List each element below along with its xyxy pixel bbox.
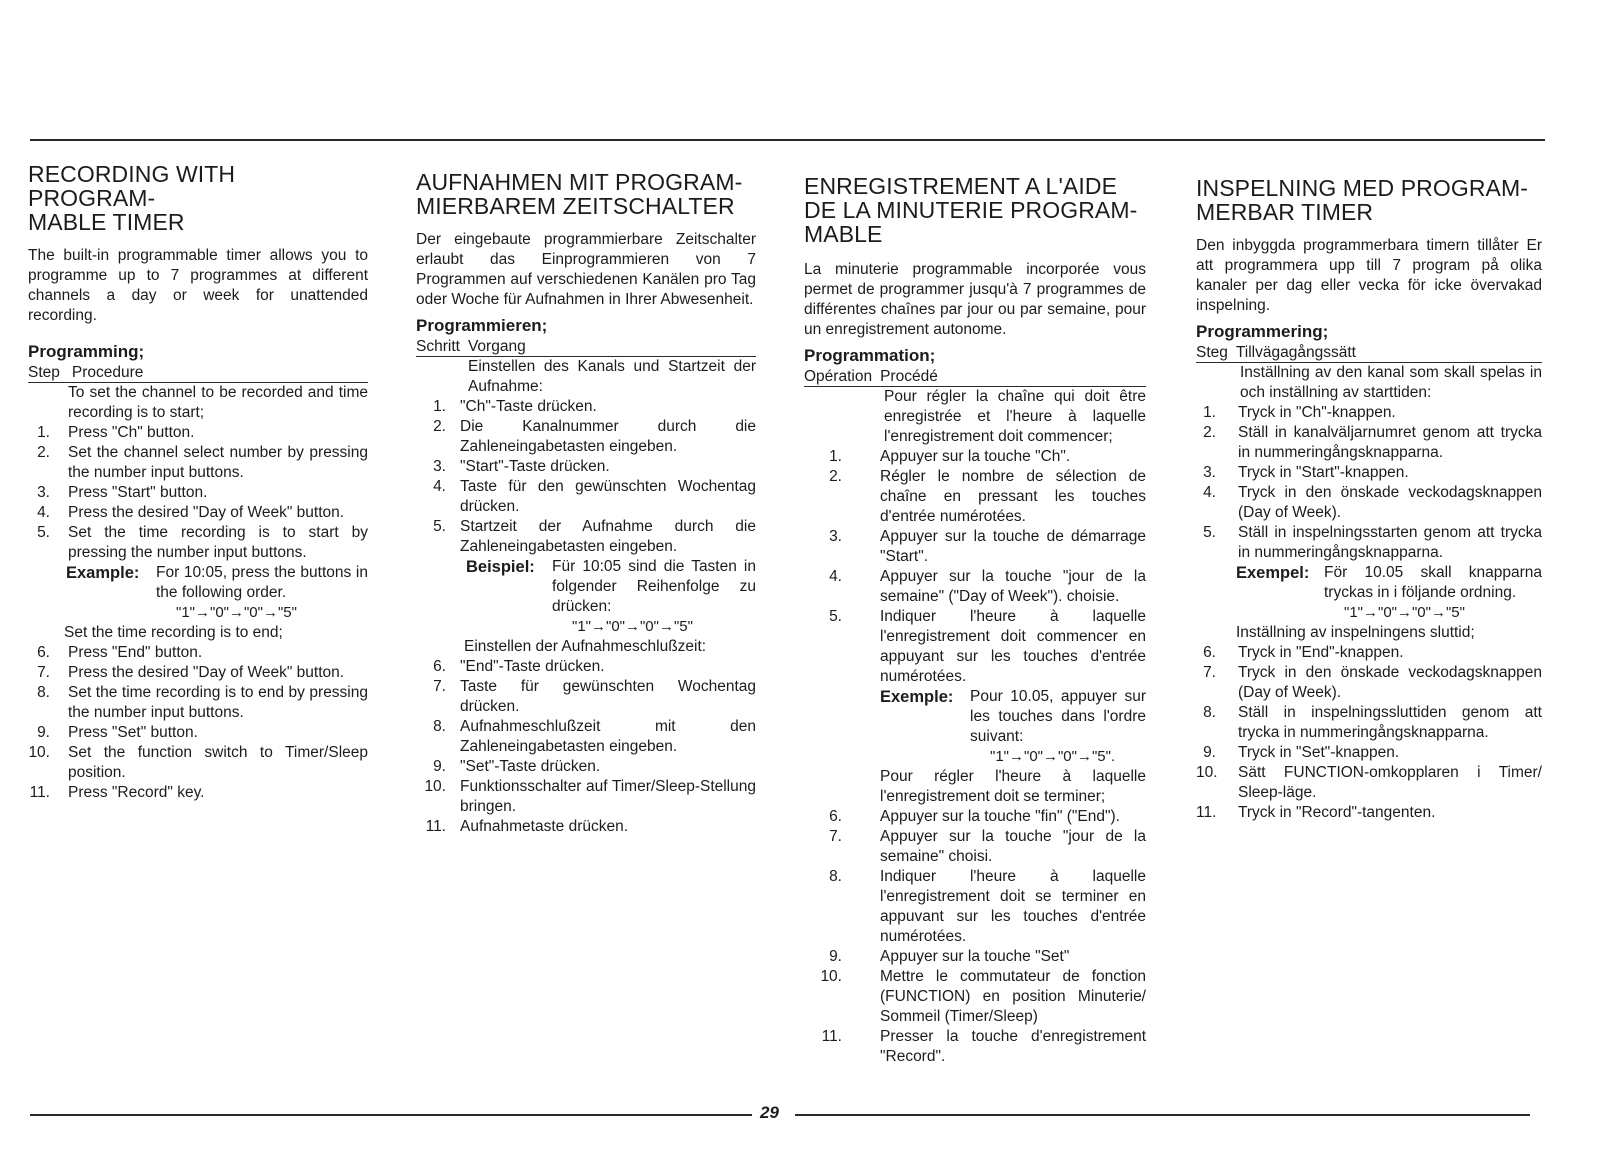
step-number: 7. <box>37 664 50 681</box>
step-number: 8. <box>37 684 50 701</box>
step-number: 9. <box>829 948 842 965</box>
step-text: "Start"-Taste drücken. <box>460 458 610 475</box>
step-text: Appuyer sur la touche "Set" <box>880 948 1070 965</box>
step-text: Press "Set" button. <box>68 724 198 741</box>
step-number: 2. <box>37 444 50 461</box>
step-text: Tryck in "Set"-knappen. <box>1238 744 1400 761</box>
lead-instruction-end: Set the time recording is to end; <box>64 624 283 641</box>
step-text: Press "Record" key. <box>68 784 205 801</box>
step-text: Tryck in "End"-knappen. <box>1238 644 1404 661</box>
step-row <box>1196 803 1542 823</box>
lead-instruction-end: Pour régler l'heure à laquelle l'enregistrement doit se terminer; <box>880 768 1146 805</box>
step-row <box>804 1027 1146 1067</box>
intro-paragraph: La minuterie programmable incorporée vous permet de programmer jusqu'à 7 programmes de différentes chaînes par jour ou par semaine, pour un enregistrement autonome. <box>804 261 1146 338</box>
intro-paragraph: Den inbyggda programmerbara timern tillåter Er att programmera upp till 7 program på olika kanaler per dag eller vecka för icke övervakad inspelning. <box>1196 237 1542 314</box>
step-text: Tryck in "Record"-tangenten. <box>1238 804 1436 821</box>
subheading: Programmieren; <box>416 316 548 335</box>
example-block <box>1236 563 1542 603</box>
step-row <box>1196 663 1542 703</box>
step-number: 10. <box>28 744 50 761</box>
step-number: 9. <box>37 724 50 741</box>
step-number: 4. <box>1203 484 1216 501</box>
step-procedure-header <box>1196 343 1542 363</box>
step-row <box>804 447 1146 467</box>
step-number: 5. <box>829 608 842 625</box>
step-text: Tryck in den önskade veckodagsknappen (Day of Week). <box>1238 484 1542 521</box>
step-row <box>416 677 756 717</box>
step-procedure-header <box>416 337 756 357</box>
lead-instruction-end: Einstellen der Aufnahmeschlußzeit: <box>464 638 707 655</box>
step-number: 11. <box>821 1028 842 1045</box>
step-number: 4. <box>433 478 446 495</box>
example-text: Pour 10.05, appuyer sur les touches dans l'ordre suivant: <box>970 688 1146 745</box>
step-text: Press "Ch" button. <box>68 424 195 441</box>
step-row <box>804 607 1146 687</box>
step-number: 1. <box>829 448 842 465</box>
step-row <box>804 947 1146 967</box>
subheading: Programmering; <box>1196 322 1329 341</box>
step-text: Ställ in inspelningssluttiden genom att trycka in nummeringångsknapparna. <box>1238 704 1542 741</box>
example-label: Beispiel: <box>466 558 535 576</box>
step-row <box>416 457 756 477</box>
lead-instruction-end: Inställning av inspelningens sluttid; <box>1236 624 1475 641</box>
step-procedure-header <box>28 363 368 383</box>
key-sequence: "1"→"0"→"0"→"5". <box>990 748 1116 765</box>
step-text: Appuyer sur la touche "Ch". <box>880 448 1071 465</box>
step-row <box>28 483 368 503</box>
step-row <box>416 717 756 757</box>
step-row <box>28 443 368 483</box>
step-text: Presser la touche d'enregistrement "Record". <box>880 1028 1146 1065</box>
step-row <box>804 967 1146 1027</box>
step-row <box>416 817 756 837</box>
step-text: Mettre le commutateur de fonction (FUNCTION) en position Minuterie/ Sommeil (Timer/Sleep) <box>880 968 1146 1025</box>
step-number: 10. <box>424 778 446 795</box>
step-text: Taste für gewünschten Wochentag drücken. <box>460 678 756 715</box>
step-text: Tryck in "Start"-knappen. <box>1238 464 1409 481</box>
step-number: 3. <box>829 528 842 545</box>
step-row <box>804 527 1146 567</box>
step-text: Appuyer sur la touche de démarrage "Start". <box>880 528 1146 565</box>
section-title: INSPELNING MED PROGRAM- MERBAR TIMER <box>1196 175 1529 225</box>
step-text: Press the desired "Day of Week" button. <box>68 664 345 681</box>
step-text: Startzeit der Aufnahme durch die Zahleneingabetasten eingeben. <box>460 518 756 555</box>
example-block <box>880 687 1146 747</box>
step-column-label: Opération <box>804 368 873 385</box>
key-sequence: "1"→"0"→"0"→"5" <box>176 604 297 621</box>
step-row <box>804 467 1146 527</box>
step-column-label: Schritt <box>416 338 460 355</box>
bottom-rule-left <box>30 1114 752 1116</box>
lead-instruction-start: Inställning av den kanal som skall spelas in och inställning av starttiden: <box>1240 364 1542 401</box>
step-number: 11. <box>1196 804 1217 821</box>
step-row <box>804 827 1146 867</box>
step-text: Press "Start" button. <box>68 484 208 501</box>
step-row <box>1196 483 1542 523</box>
step-number: 8. <box>829 868 842 885</box>
step-text: Press the desired "Day of Week" button. <box>68 504 345 521</box>
step-text: "Set"-Taste drücken. <box>460 758 601 775</box>
subheading: Programmation; <box>804 346 936 365</box>
step-text: Set the time recording is to start by pressing the number input buttons. <box>68 524 368 561</box>
step-row <box>28 523 368 563</box>
step-row <box>416 777 756 817</box>
bottom-rule-right <box>795 1114 1530 1116</box>
step-number: 7. <box>1203 664 1216 681</box>
lead-instruction-start: Pour régler la chaîne qui doit être enregistrée et l'heure à laquelle l'enregistrement doit commencer; <box>884 388 1146 445</box>
lead-instruction-start: Einstellen des Kanals und Startzeit der Aufnahme: <box>468 358 756 395</box>
step-text: "Ch"-Taste drücken. <box>460 398 597 415</box>
step-number: 4. <box>829 568 842 585</box>
step-row <box>416 477 756 517</box>
step-number: 8. <box>433 718 446 735</box>
step-text: Indiquer l'heure à laquelle l'enregistrement doit commencer en appuyant sur les touches d'entrée numérotées. <box>880 608 1146 685</box>
step-number: 11. <box>29 784 50 801</box>
step-text: Funktionsschalter auf Timer/Sleep-Stellung bringen. <box>460 778 756 815</box>
step-row <box>28 783 368 803</box>
step-number: 9. <box>433 758 446 775</box>
step-number: 5. <box>37 524 50 541</box>
column-french <box>804 174 1146 1067</box>
step-number: 7. <box>433 678 446 695</box>
step-number: 3. <box>1203 464 1216 481</box>
step-row <box>28 723 368 743</box>
step-text: Régler le nombre de sélection de chaîne en pressant les touches d'entrée numérotées. <box>880 468 1146 525</box>
step-text: Set the channel select number by pressing the number input buttons. <box>68 444 368 481</box>
step-number: 2. <box>829 468 842 485</box>
example-label: Exempel: <box>1236 564 1310 582</box>
column-swedish <box>1196 176 1542 823</box>
step-row <box>28 643 368 663</box>
step-number: 10. <box>820 968 842 985</box>
step-number: 3. <box>433 458 446 475</box>
step-text: Aufnahmetaste drücken. <box>460 818 629 835</box>
column-english <box>28 162 368 803</box>
step-row <box>1196 463 1542 483</box>
step-number: 3. <box>37 484 50 501</box>
step-number: 5. <box>433 518 446 535</box>
step-row <box>416 517 756 557</box>
page-number: 29 <box>760 1103 779 1122</box>
step-row <box>416 417 756 457</box>
example-text: För 10.05 skall knapparna tryckas in i följande ordning. <box>1324 564 1542 601</box>
step-text: Ställ in inspelningsstarten genom att trycka in nummeringångsknapparna. <box>1238 524 1542 561</box>
step-text: Ställ in kanalväljarnumret genom att trycka in nummeringångsknapparna. <box>1238 424 1542 461</box>
step-row <box>1196 643 1542 663</box>
step-number: 9. <box>1203 744 1216 761</box>
key-sequence: "1"→"0"→"0"→"5" <box>1344 604 1465 621</box>
step-row <box>28 743 368 783</box>
step-text: Sätt FUNCTION-omkopplaren i Timer/ Sleep-läge. <box>1238 764 1542 801</box>
intro-paragraph: Der eingebaute programmierbare Zeitschalter erlaubt das Einprogrammieren von 7 Programmen auf verschiedenen Kanälen pro Tag oder Woche für Aufnahmen in Ihrer Abwesenheit. <box>416 231 756 308</box>
step-text: Appuyer sur la touche "jour de la semaine" ("Day of Week"). choisie. <box>880 568 1146 605</box>
step-row <box>416 657 756 677</box>
example-label: Example: <box>66 564 140 582</box>
step-row <box>1196 523 1542 563</box>
section-title: AUFNAHMEN MIT PROGRAM- MIERBAREM ZEITSCHALTER <box>416 169 743 219</box>
step-text: Appuyer sur la touche "jour de la semaine" choisi. <box>880 828 1146 865</box>
step-number: 11. <box>425 818 446 835</box>
step-column-label: Steg <box>1196 344 1228 361</box>
step-text: Press "End" button. <box>68 644 203 661</box>
step-row <box>804 567 1146 607</box>
procedure-column-label: Vorgang <box>467 338 526 355</box>
step-number: 7. <box>829 828 842 845</box>
step-row <box>28 503 368 523</box>
step-text: Set the time recording is to end by pressing the number input buttons. <box>68 684 368 721</box>
step-number: 5. <box>1203 524 1216 541</box>
example-label: Exemple: <box>880 688 954 706</box>
step-text: Taste für den gewünschten Wochentag drücken. <box>460 478 756 515</box>
step-text: Aufnahmeschlußzeit mit den Zahleneingabetasten eingeben. <box>460 718 756 755</box>
step-row <box>1196 763 1542 803</box>
example-block <box>466 557 756 617</box>
step-number: 1. <box>433 398 446 415</box>
step-row <box>1196 423 1542 463</box>
column-german <box>416 170 756 837</box>
example-text: Für 10:05 sind die Tasten in folgender Reihenfolge zu drücken: <box>552 558 756 615</box>
step-row <box>28 423 368 443</box>
procedure-column-label: Procédé <box>880 368 938 385</box>
step-number: 4. <box>37 504 50 521</box>
procedure-column-label: Procedure <box>71 364 144 381</box>
step-text: Tryck in den önskade veckodagsknappen (Day of Week). <box>1238 664 1542 701</box>
step-number: 6. <box>37 644 50 661</box>
step-number: 10. <box>1196 764 1218 781</box>
step-row <box>1196 403 1542 423</box>
step-number: 6. <box>829 808 842 825</box>
step-number: 6. <box>1203 644 1216 661</box>
step-number: 1. <box>37 424 50 441</box>
step-text: "End"-Taste drücken. <box>460 658 605 675</box>
step-number: 2. <box>1203 424 1216 441</box>
step-number: 8. <box>1203 704 1216 721</box>
section-title: ENREGISTREMENT A L'AIDE DE LA MINUTERIE PROGRAM- MABLE <box>804 173 1138 247</box>
step-number: 1. <box>1203 404 1216 421</box>
subheading: Programming; <box>28 342 145 361</box>
example-text: For 10:05, press the buttons in the following order. <box>156 564 368 601</box>
section-title: RECORDING WITH PROGRAM- MABLE TIMER <box>28 161 236 235</box>
step-text: Set the function switch to Timer/Sleep position. <box>68 744 368 781</box>
lead-instruction-start: To set the channel to be recorded and time recording is to start; <box>68 384 368 421</box>
step-number: 2. <box>433 418 446 435</box>
step-text: Appuyer sur la touche "fin" ("End"). <box>880 808 1120 825</box>
step-row <box>416 397 756 417</box>
step-row <box>28 683 368 723</box>
key-sequence: "1"→"0"→"0"→"5" <box>572 618 693 635</box>
step-column-label: Step <box>28 364 60 381</box>
step-row <box>416 757 756 777</box>
step-row <box>1196 743 1542 763</box>
step-number: 6. <box>433 658 446 675</box>
step-procedure-header <box>804 367 1146 387</box>
procedure-column-label: Tillvägagångssätt <box>1235 344 1356 361</box>
example-block <box>66 563 368 603</box>
step-text: Tryck in "Ch"-knappen. <box>1238 404 1396 421</box>
step-row <box>1196 703 1542 743</box>
step-row <box>28 663 368 683</box>
step-text: Die Kanalnummer durch die Zahleneingabetasten eingeben. <box>460 418 756 455</box>
intro-paragraph: The built-in programmable timer allows you to programme up to 7 programmes at different channels a day or week for unattended recording. <box>28 247 368 324</box>
top-rule <box>30 139 1545 141</box>
step-row <box>804 867 1146 947</box>
step-row <box>804 807 1146 827</box>
step-text: Indiquer l'heure à laquelle l'enregistrement doit se terminer en appuvant sur les touches d'entrée numérotées. <box>880 868 1146 945</box>
